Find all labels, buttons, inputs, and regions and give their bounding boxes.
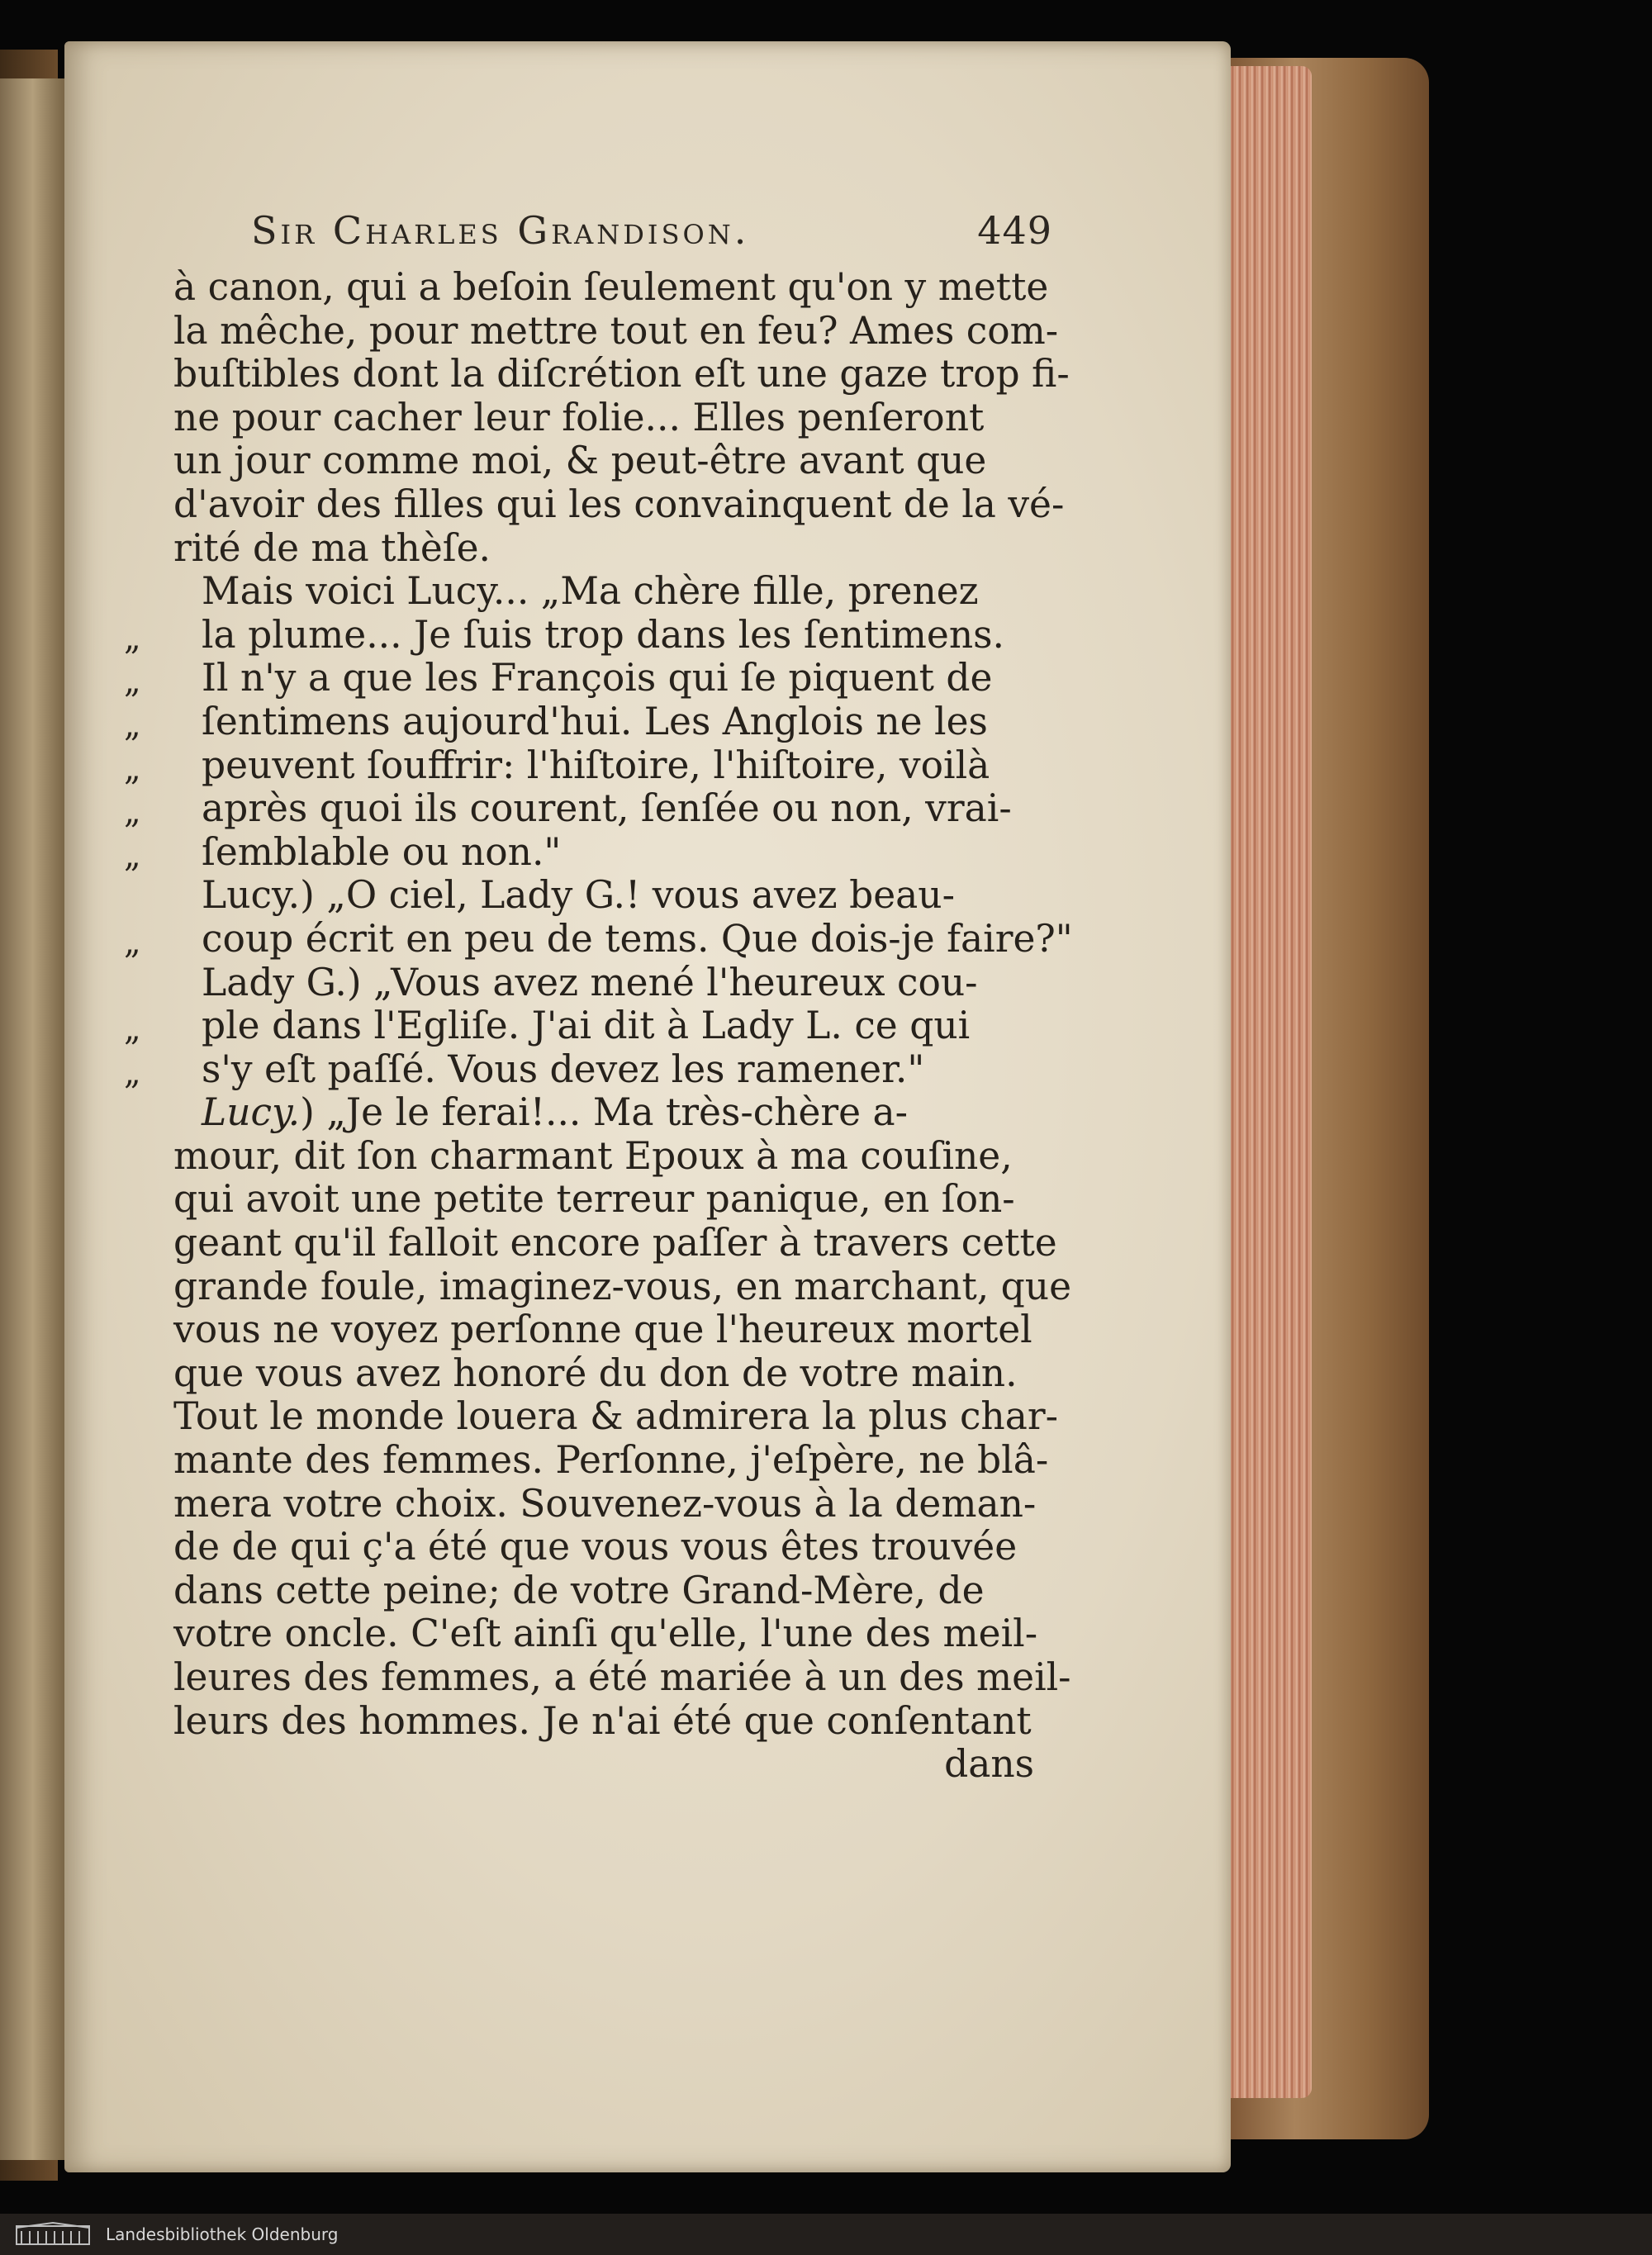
text-line: Lady G.) „Vous avez mené l'heureux cou-	[202, 960, 978, 1004]
quote-mark: „	[124, 793, 138, 832]
text-line: ne pour cacher leur folie... Elles penſeront	[173, 395, 985, 439]
text-line-content: après quoi ils courent, ſenſée ou non, vrai-	[202, 786, 1012, 831]
text-line-content: ſemblable ou non."	[202, 829, 562, 874]
quote-mark: „	[124, 1053, 138, 1092]
text-line	[124, 1047, 1049, 1092]
text-line: qui avoit une petite terreur panique, en ſon-	[173, 1177, 1015, 1222]
text-line: vous ne voyez perſonne que l'heureux mortel	[173, 1308, 1032, 1352]
text-line: dans cette peine; de votre Grand-Mère, de	[173, 1568, 985, 1612]
text-line	[124, 916, 1073, 961]
text-line: votre oncle. C'eſt ainſi qu'elle, l'une des meil-	[173, 1612, 1038, 1656]
quote-mark: „	[124, 705, 138, 744]
text-line	[124, 656, 1049, 701]
text-line: à canon, qui a beſoin ſeulement qu'on y mette	[173, 265, 1049, 309]
text-line-content: la plume... Je ſuis trop dans les ſentimens.	[202, 612, 1004, 657]
text-line	[124, 612, 1049, 658]
speaker-label-italic: Lucy.	[202, 1090, 301, 1135]
text-line: geant qu'il falloit encore paſſer à travers cette	[173, 1221, 1057, 1265]
quote-mark: „	[124, 923, 138, 961]
text-line-content: s'y eſt paſſé. Vous devez les ramener."	[202, 1047, 925, 1091]
text-line-content: coup écrit en peu de tems. Que dois-je faire?"	[202, 916, 1073, 961]
quote-mark: „	[124, 836, 138, 875]
text-line: que vous avez honoré du don de votre main.	[173, 1351, 1018, 1395]
text-line: mera votre choix. Souvenez-vous à la deman-	[173, 1481, 1037, 1526]
catchword: dans	[944, 1742, 1034, 1787]
text-line: de de qui ç'a été que vous vous êtes trouvée	[173, 1525, 1018, 1569]
footer-bar	[0, 2214, 1652, 2255]
text-line-content: ) „Je le ferai!... Ma très-chère a-	[300, 1090, 909, 1135]
text-line: buſtibles dont la diſcrétion eſt une gaze trop fi-	[173, 352, 1070, 396]
catchword-line	[173, 1743, 1049, 1787]
text-line: rité de ma thèſe.	[173, 525, 491, 570]
page-body-text	[124, 265, 1073, 1787]
text-line: grande foule, imaginez-vous, en marchant, que	[173, 1264, 1072, 1308]
text-line: Mais voici Lucy... „Ma chère fille, prenez	[202, 569, 979, 614]
text-line	[124, 699, 1049, 744]
text-line	[124, 829, 1049, 875]
text-line	[124, 786, 1049, 832]
text-line	[124, 1004, 1049, 1049]
text-line-content: peuvent ſouffrir: l'hiſtoire, l'hiſtoire, voilà	[202, 743, 990, 787]
text-line: un jour comme moi, & peut-être avant que	[173, 439, 987, 483]
running-header	[251, 208, 1052, 258]
text-line	[173, 1091, 1049, 1135]
quote-mark: „	[124, 1010, 138, 1049]
facing-page-edge	[0, 78, 73, 2160]
text-line: mante des femmes. Perſonne, j'eſpère, ne blâ-	[173, 1438, 1049, 1483]
text-line-content: Il n'y a que les François qui ſe piquent de	[202, 656, 993, 700]
library-name: Landesbibliothek Oldenburg	[106, 2224, 339, 2244]
text-line	[124, 743, 1049, 788]
text-line-content: ple dans l'Egliſe. J'ai dit à Lady L. ce qui	[202, 1004, 971, 1048]
text-line: Lucy.) „O ciel, Lady G.! vous avez beau-	[202, 873, 955, 918]
text-line: leurs des hommes. Je n'ai été que conſentant	[173, 1698, 1032, 1743]
text-line: d'avoir des filles qui les convainquent de la vé-	[173, 482, 1065, 526]
running-title: Sir Charles Grandison.	[251, 208, 750, 253]
quote-mark: „	[124, 662, 138, 701]
quote-mark: „	[124, 619, 138, 658]
quote-mark: „	[124, 749, 138, 788]
text-line: mour, dit ſon charmant Epoux à ma couſine,	[173, 1133, 1013, 1178]
text-line: la mêche, pour mettre tout en feu? Ames com-	[173, 308, 1059, 353]
text-line-content: ſentimens aujourd'hui. Les Anglois ne les	[202, 699, 988, 743]
library-logo-icon	[15, 2221, 91, 2248]
page-number: 449	[977, 208, 1052, 253]
text-line: Tout le monde louera & admirera la plus char-	[173, 1394, 1058, 1439]
text-line: leures des femmes, a été mariée à un des meil-	[173, 1655, 1071, 1699]
